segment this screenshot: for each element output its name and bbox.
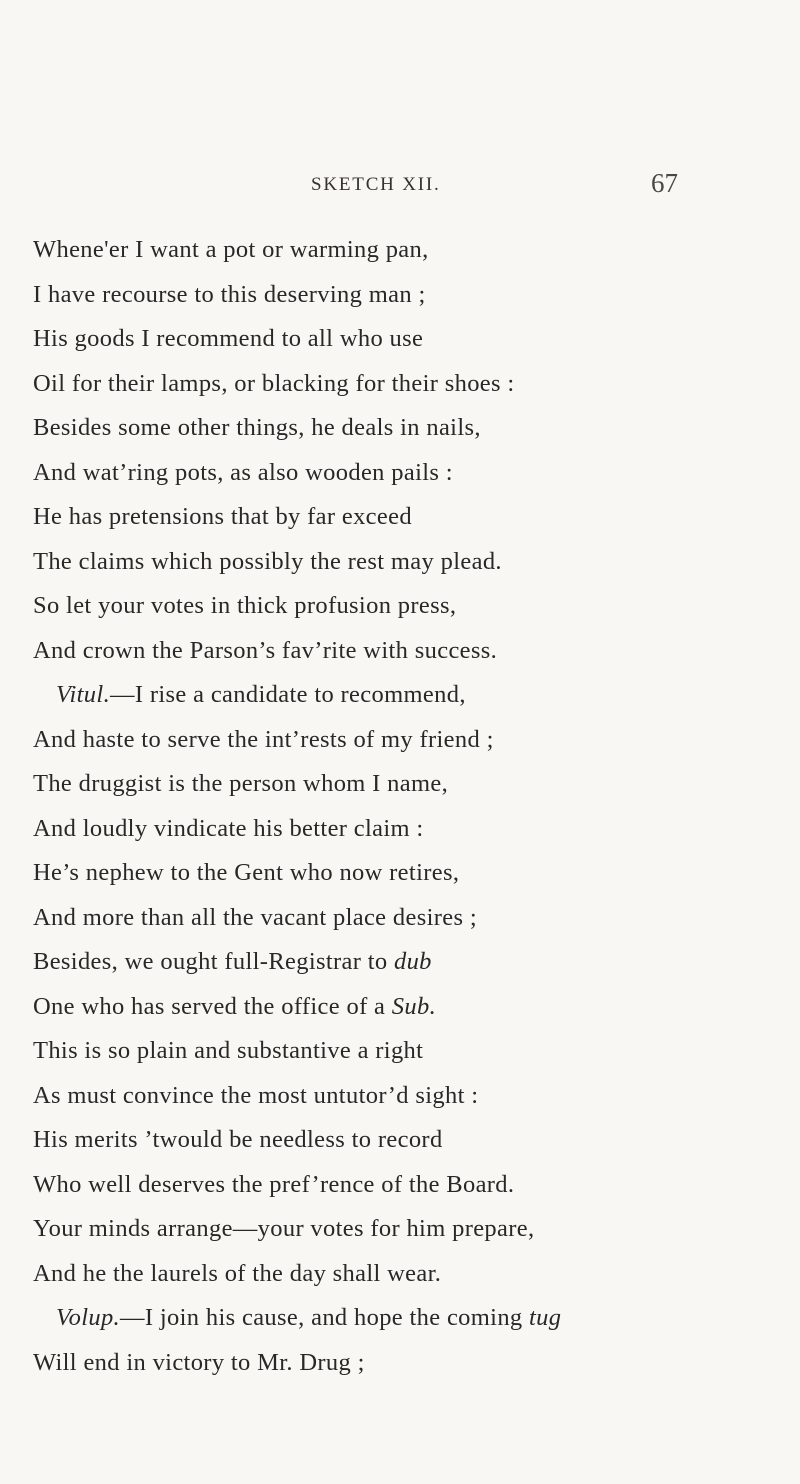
verse-line: Oil for their lamps, or blacking for their shoes : <box>33 369 515 397</box>
verse-line: As must convince the most untutor’d sight : <box>33 1081 479 1109</box>
verse-line: Besides some other things, he deals in nails, <box>33 414 481 441</box>
verse-line: And wat’ring pots, as also wooden pails : <box>33 458 453 486</box>
verse-line: He’s nephew to the Gent who now retires, <box>33 859 460 886</box>
verse-line: I have recourse to this deserving man ; <box>33 280 426 308</box>
italic-word: dub <box>393 948 432 975</box>
verse-line: Your minds arrange—your votes for him prepare, <box>33 1215 535 1242</box>
page-number: 67 <box>651 168 678 198</box>
verse-line-speaker: Volup.—I join his cause, and hope the coming tug <box>56 1304 562 1331</box>
verse-line: His merits ’twould be needless to record <box>33 1126 443 1153</box>
running-head <box>0 166 800 206</box>
italic-word: Sub. <box>391 992 437 1020</box>
verse-line: The druggist is the person whom I name, <box>33 770 449 797</box>
verse-line: He has pretensions that by far exceed <box>33 503 412 530</box>
verse-line: And more than all the vacant place desires ; <box>33 903 477 931</box>
verse-line: And he the laurels of the day shall wear. <box>33 1259 442 1287</box>
verse-line: Besides, we ought full-Registrar to dub <box>33 948 432 975</box>
verse-line: And loudly vindicate his better claim : <box>33 814 424 842</box>
verse-line: And haste to serve the int’rests of my friend ; <box>33 725 494 753</box>
verse-line: Whene'er I want a pot or warming pan, <box>33 236 429 263</box>
verse-line: The claims which possibly the rest may plead. <box>33 547 502 575</box>
verse-line: His goods I recommend to all who use <box>33 325 424 352</box>
chapter-heading: SKETCH XII. <box>311 174 441 195</box>
verse-line: Who well deserves the pref’rence of the Board. <box>33 1170 515 1198</box>
speaker-name: Vitul. <box>56 681 111 708</box>
speaker-name: Volup. <box>56 1304 121 1331</box>
italic-word: tug <box>529 1304 562 1331</box>
verse-line: And crown the Parson’s fav’rite with success. <box>33 636 498 664</box>
verse-line: This is so plain and substantive a right <box>33 1037 424 1064</box>
verse-line: Will end in victory to Mr. Drug ; <box>33 1348 365 1376</box>
verse-line: One who has served the office of a Sub. <box>33 992 437 1020</box>
verse-line-speaker: Vitul.—I rise a candidate to recommend, <box>56 681 466 708</box>
verse-line: So let your votes in thick profusion press, <box>33 592 457 619</box>
